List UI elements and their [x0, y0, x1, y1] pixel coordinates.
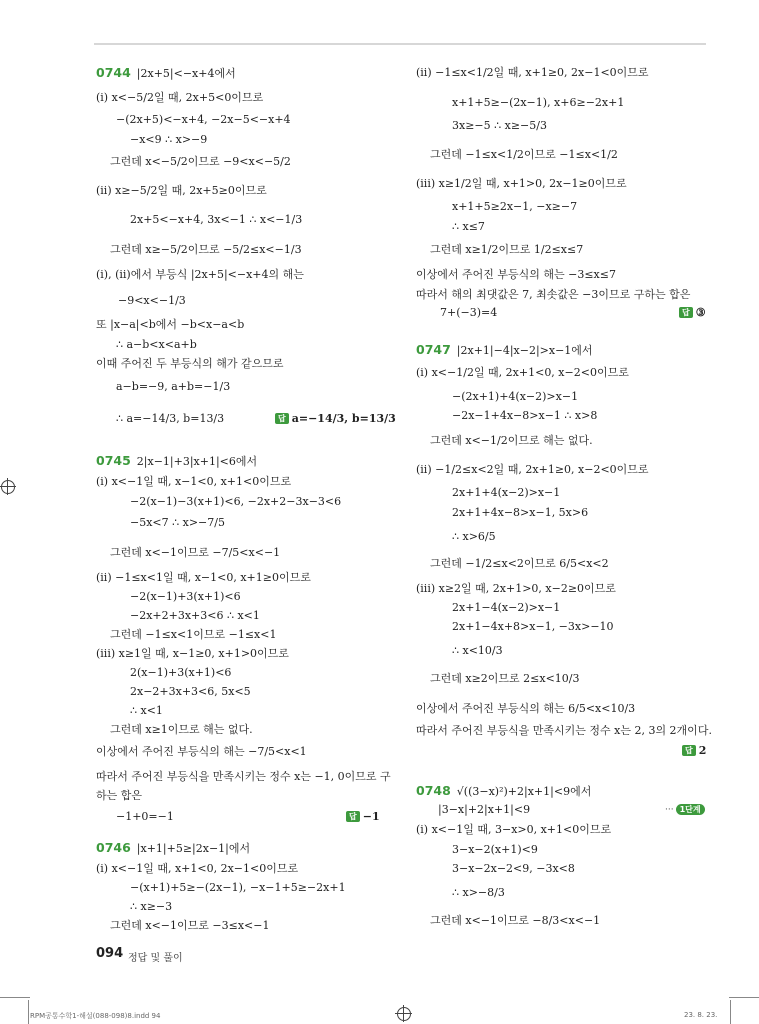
- solution-line: (iii) x≥2일 때, 2x+1>0, x−2≥0이므로: [416, 582, 616, 595]
- registration-mark: [1, 480, 15, 494]
- answer-0747: 답 2: [682, 744, 706, 758]
- solution-line: 그런데 x≥1이므로 해는 없다.: [110, 723, 253, 736]
- solution-line: −2x+2+3x+3<6 ∴ x<1: [130, 609, 260, 622]
- registration-mark: [397, 1007, 411, 1021]
- solution-line: ∴ x>−8/3: [452, 886, 505, 899]
- solution-line: 그런데 x<−1이므로 −7/5<x<−1: [110, 546, 281, 559]
- solution-line: 2x+1−4(x−2)>x−1: [452, 601, 561, 614]
- section-label: 정답 및 풀이: [128, 953, 183, 964]
- solution-line: 3x≥−5 ∴ x≥−5/3: [452, 119, 547, 132]
- crop-mark: [0, 997, 30, 998]
- solution-line: (ii) x≥−5/2일 때, 2x+5≥0이므로: [96, 184, 267, 197]
- solution-line: 그런데 x<−1/2이므로 해는 없다.: [430, 434, 593, 447]
- solution-line: |3−x|+2|x+1|<9: [438, 803, 531, 816]
- solution-line: 3−x−2(x+1)<9: [452, 843, 538, 856]
- answer-badge: 답: [346, 811, 360, 822]
- solution-line: 그런데 x≥2이므로 2≤x<10/3: [430, 672, 580, 685]
- solution-line: −(x+1)+5≥−(2x−1), −x−1+5≥−2x+1: [130, 881, 346, 894]
- problem-0748: 0748 √((3−x)²)+2|x+1|<9에서: [416, 783, 592, 798]
- solution-line: (i), (ii)에서 부등식 |2x+5|<−x+4의 해는: [96, 268, 304, 281]
- solution-line: (i) x<−1일 때, x−1<0, x+1<0이므로: [96, 475, 292, 488]
- solution-line: 하는 합은: [96, 789, 143, 802]
- problem-0744: 0744 |2x+5|<−x+4에서: [96, 65, 236, 80]
- solution-line: −2(x−1)+3(x+1)<6: [130, 590, 241, 603]
- solution-line: −(2x+5)<−x+4, −2x−5<−x+4: [116, 113, 291, 126]
- step-badge: 1단계: [676, 804, 705, 815]
- problem-number: 0745: [96, 453, 131, 468]
- solution-line: 7+(−3)=4: [440, 306, 498, 319]
- solution-line: 2(x−1)+3(x+1)<6: [130, 666, 232, 679]
- crop-mark: [730, 1000, 731, 1024]
- solution-line: a−b=−9, a+b=−1/3: [116, 380, 231, 393]
- solution-line: ∴ x>6/5: [452, 530, 496, 543]
- solution-line: 2x+1+4x−8>x−1, 5x>6: [452, 506, 589, 519]
- solution-line: 그런데 −1≤x<1이므로 −1≤x<1: [110, 628, 277, 641]
- solution-line: (ii) −1≤x<1일 때, x−1<0, x+1≥0이므로: [96, 571, 311, 584]
- solution-line: (ii) −1/2≤x<2일 때, 2x+1≥0, x−2<0이므로: [416, 463, 649, 476]
- solution-line: 2x+1+4(x−2)>x−1: [452, 486, 561, 499]
- problem-number: 0746: [96, 840, 131, 855]
- crop-mark: [28, 1000, 29, 1024]
- answer-badge: 답: [275, 413, 289, 424]
- solution-line: 그런데 x≥−5/2이므로 −5/2≤x<−1/3: [110, 243, 302, 256]
- solution-line: (ii) −1≤x<1/2일 때, x+1≥0, 2x−1<0이므로: [416, 66, 649, 79]
- problem-0747: 0747 |2x+1|−4|x−2|>x−1에서: [416, 342, 593, 357]
- solution-line: 따라서 해의 최댓값은 7, 최솟값은 −3이므로 구하는 합은: [416, 288, 691, 301]
- solution-line: 따라서 주어진 부등식을 만족시키는 정수 x는 2, 3의 2개이다.: [416, 724, 712, 737]
- solution-line: (i) x<−5/2일 때, 2x+5<0이므로: [96, 91, 264, 104]
- solution-line: 또 |x−a|<b에서 −b<x−a<b: [96, 318, 245, 331]
- solution-line: −2(x−1)−3(x+1)<6, −2x+2−3x−3<6: [130, 495, 342, 508]
- solution-line: 그런데 −1/2≤x<2이므로 6/5<x<2: [430, 557, 609, 570]
- solution-line: (i) x<−1일 때, 3−x>0, x+1<0이므로: [416, 823, 612, 836]
- solution-line: (i) x<−1/2일 때, 2x+1<0, x−2<0이므로: [416, 366, 629, 379]
- solution-line: 이때 주어진 두 부등식의 해가 같으므로: [96, 357, 284, 370]
- solution-line: ∴ x<1: [130, 704, 163, 717]
- solution-line: x+1+5≥−(2x−1), x+6≥−2x+1: [452, 96, 625, 109]
- solution-line: −x<9 ∴ x>−9: [130, 133, 208, 146]
- page-number: 094: [96, 946, 124, 961]
- solution-line: ∴ x<10/3: [452, 644, 503, 657]
- solution-line: 2x+5<−x+4, 3x<−1 ∴ x<−1/3: [130, 213, 303, 226]
- answer-0745: 답 −1: [346, 810, 380, 824]
- top-rule: [94, 43, 706, 45]
- solution-line: 이상에서 주어진 부등식의 해는 6/5<x<10/3: [416, 702, 636, 715]
- crop-mark: [729, 997, 759, 998]
- solution-line: −2x−1+4x−8>x−1 ∴ x>8: [452, 409, 598, 422]
- solution-line: (i) x<−1일 때, x+1<0, 2x−1<0이므로: [96, 862, 299, 875]
- solution-line: −1+0=−1: [116, 810, 174, 823]
- solution-line: 그런데 x≥1/2이므로 1/2≤x≤7: [430, 243, 584, 256]
- solution-line: (iii) x≥1일 때, x−1≥0, x+1>0이므로: [96, 647, 289, 660]
- problem-0745: 0745 2|x−1|+3|x+1|<6에서: [96, 453, 258, 468]
- solution-line: 그런데 x<−5/2이므로 −9<x<−5/2: [110, 155, 291, 168]
- solution-line: 이상에서 주어진 부등식의 해는 −7/5<x<1: [96, 745, 307, 758]
- solution-line: ∴ a=−14/3, b=13/3: [116, 412, 225, 425]
- answer-badge: 답: [682, 745, 696, 756]
- solution-line: −5x<7 ∴ x>−7/5: [130, 516, 225, 529]
- solution-line: ∴ x≥−3: [130, 900, 173, 913]
- solution-line: x+1+5≥2x−1, −x≥−7: [452, 200, 578, 213]
- print-date: 23. 8. 23.: [684, 1011, 718, 1019]
- problem-number: 0748: [416, 783, 451, 798]
- solution-line: 그런데 x<−1이므로 −3≤x<−1: [110, 919, 270, 932]
- print-filename: RPM공통수학1-해설(088-098)8.indd 94: [30, 1012, 161, 1020]
- solution-line: 3−x−2x−2<9, −3x<8: [452, 862, 575, 875]
- answer-0746: 답 ③: [679, 306, 706, 320]
- solution-line: ∴ a−b<x<a+b: [116, 338, 197, 351]
- answer-0744: 답 a=−14/3, b=13/3: [275, 412, 396, 426]
- solution-line: (iii) x≥1/2일 때, x+1>0, 2x−1≥0이므로: [416, 177, 627, 190]
- solution-line: −(2x+1)+4(x−2)>x−1: [452, 390, 579, 403]
- answer-badge: 답: [679, 307, 693, 318]
- solution-line: 2x+1−4x+8>x−1, −3x>−10: [452, 620, 614, 633]
- solution-line: 따라서 주어진 부등식을 만족시키는 정수 x는 −1, 0이므로 구: [96, 770, 391, 783]
- solution-line: −9<x<−1/3: [118, 294, 186, 307]
- solution-line: 2x−2+3x+3<6, 5x<5: [130, 685, 251, 698]
- problem-number: 0747: [416, 342, 451, 357]
- step-tag: ··· 1단계: [665, 804, 705, 815]
- problem-0746: 0746 |x+1|+5≥|2x−1|에서: [96, 840, 251, 855]
- solution-line: 이상에서 주어진 부등식의 해는 −3≤x≤7: [416, 268, 616, 281]
- solution-line: ∴ x≤7: [452, 220, 485, 233]
- solution-line: 그런데 x<−1이므로 −8/3<x<−1: [430, 914, 601, 927]
- problem-number: 0744: [96, 65, 131, 80]
- solution-line: 그런데 −1≤x<1/2이므로 −1≤x<1/2: [430, 148, 618, 161]
